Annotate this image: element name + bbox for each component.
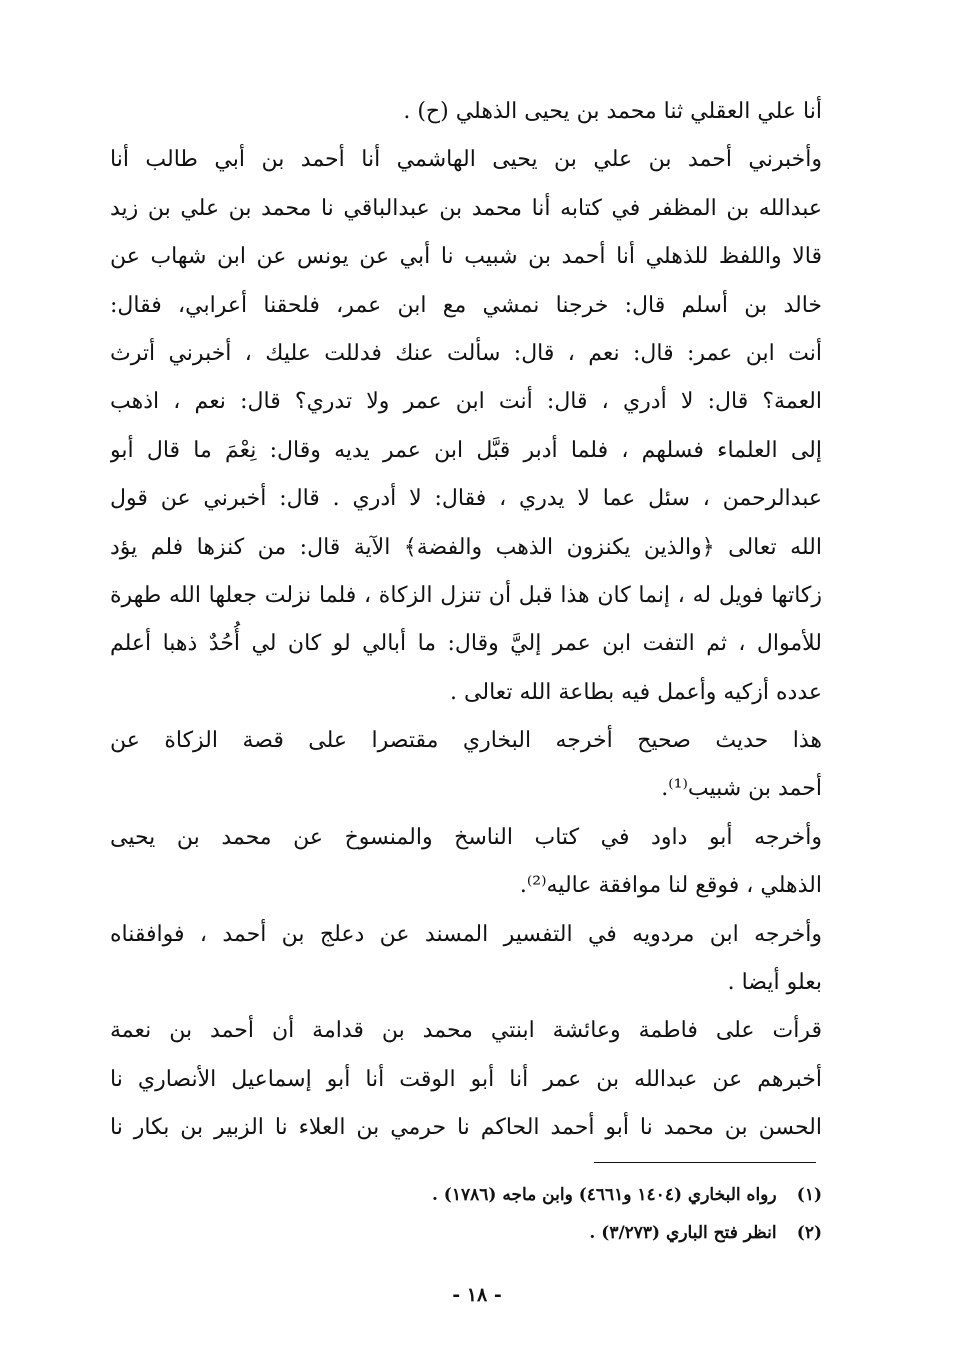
- text-line: قرأت على فاطمة وعائشة ابنتي محمد بن قدامة أن أحمد بن نعمة: [110, 1018, 822, 1044]
- text-line: عدده أزكيه وأعمل فيه بطاعة الله تعالى .: [450, 679, 822, 705]
- footnote-text: رواه البخاري (١٤٠٤ و٤٦٦١) وابن ماجه (١٧٨٦) .: [431, 1185, 777, 1205]
- footnote-number: (٢): [796, 1223, 822, 1243]
- text-line: للأموال ، ثم التفت ابن عمر إليَّ وقال: ما أبالي لو كان لي أُحُدٌ ذهبا أعلم: [110, 631, 822, 657]
- text-line: خالد بن أسلم قال: خرجنا نمشي مع ابن عمر، فلحقنا أعرابي، فقال:: [110, 292, 822, 318]
- text-line: العمة؟ قال: لا أدري ، قال: أنت ابن عمر ولا تدري؟ قال: نعم ، اذهب: [110, 389, 822, 415]
- text-line: بعلو أيضا .: [727, 970, 822, 996]
- text-line: الحسن بن محمد نا أبو أحمد الحاكم نا حرمي بن العلاء نا الزبير بن بكار نا: [110, 1115, 822, 1141]
- footnote: [110, 1176, 822, 1214]
- text-line: هذا حديث صحيح أخرجه البخاري مقتصرا على قصة الزكاة عن: [110, 728, 822, 754]
- text-line: وأخبرني أحمد بن علي بن يحيى الهاشمي أنا أحمد بن أبي طالب أنا: [110, 147, 822, 173]
- text-line: زكاتها فويل له ، إنما كان هذا قبل أن تنزل الزكاة ، فلما نزلت جعلها الله طهرة: [110, 582, 822, 608]
- footnotes: [110, 1176, 822, 1252]
- text-line: أنت ابن عمر: قال: نعم ، قال: سألت عنك فدللت عليك ، أخبرني أترث: [110, 340, 822, 366]
- text-line: عبدالرحمن ، سئل عما لا يدري ، فقال: لا أدري . قال: أخبرني عن قول: [110, 486, 822, 512]
- text-line: وأخرجه أبو داود في كتاب الناسخ والمنسوخ عن محمد بن يحيى: [110, 824, 822, 850]
- footnote-number: (١): [796, 1185, 822, 1205]
- footnote: [110, 1214, 822, 1252]
- text-line: إلى العلماء فسلهم ، فلما أدبر قبَّل ابن عمر يديه وقال: نِعْمَ ما قال أبو: [110, 437, 822, 463]
- text-line: الله تعالى ﴿والذين يكنزون الذهب والفضة﴾ الآية قال: من كنزها فلم يؤد: [110, 534, 822, 560]
- text-line: أحمد بن شبيب⁽¹⁾.: [661, 776, 822, 802]
- text-line: قالا واللفظ للذهلي أنا أحمد بن شبيب نا أبي عن يونس عن ابن شهاب عن: [110, 244, 822, 270]
- page-number: - ١٨ -: [452, 1284, 502, 1306]
- text-line: أخبرهم عن عبدالله بن عمر أنا أبو الوقت أنا أبو إسماعيل الأنصاري نا: [110, 1066, 822, 1092]
- footnote-text: انظر فتح الباري (٣/٢٧٣) .: [589, 1223, 777, 1243]
- text-line: عبدالله بن المظفر في كتابه أنا محمد بن عبدالباقي نا محمد بن علي بن زيد: [110, 195, 822, 221]
- text-line: الذهلي ، فوقع لنا موافقة عاليه⁽²⁾.: [519, 873, 822, 899]
- text-line: وأخرجه ابن مردويه في التفسير المسند عن دعلج بن أحمد ، فوافقناه: [110, 921, 822, 947]
- text-line: أنا علي العقلي ثنا محمد بن يحيى الذهلي (ح) .: [403, 99, 822, 124]
- footnote-divider: [594, 1162, 816, 1163]
- page-body: [110, 88, 822, 1153]
